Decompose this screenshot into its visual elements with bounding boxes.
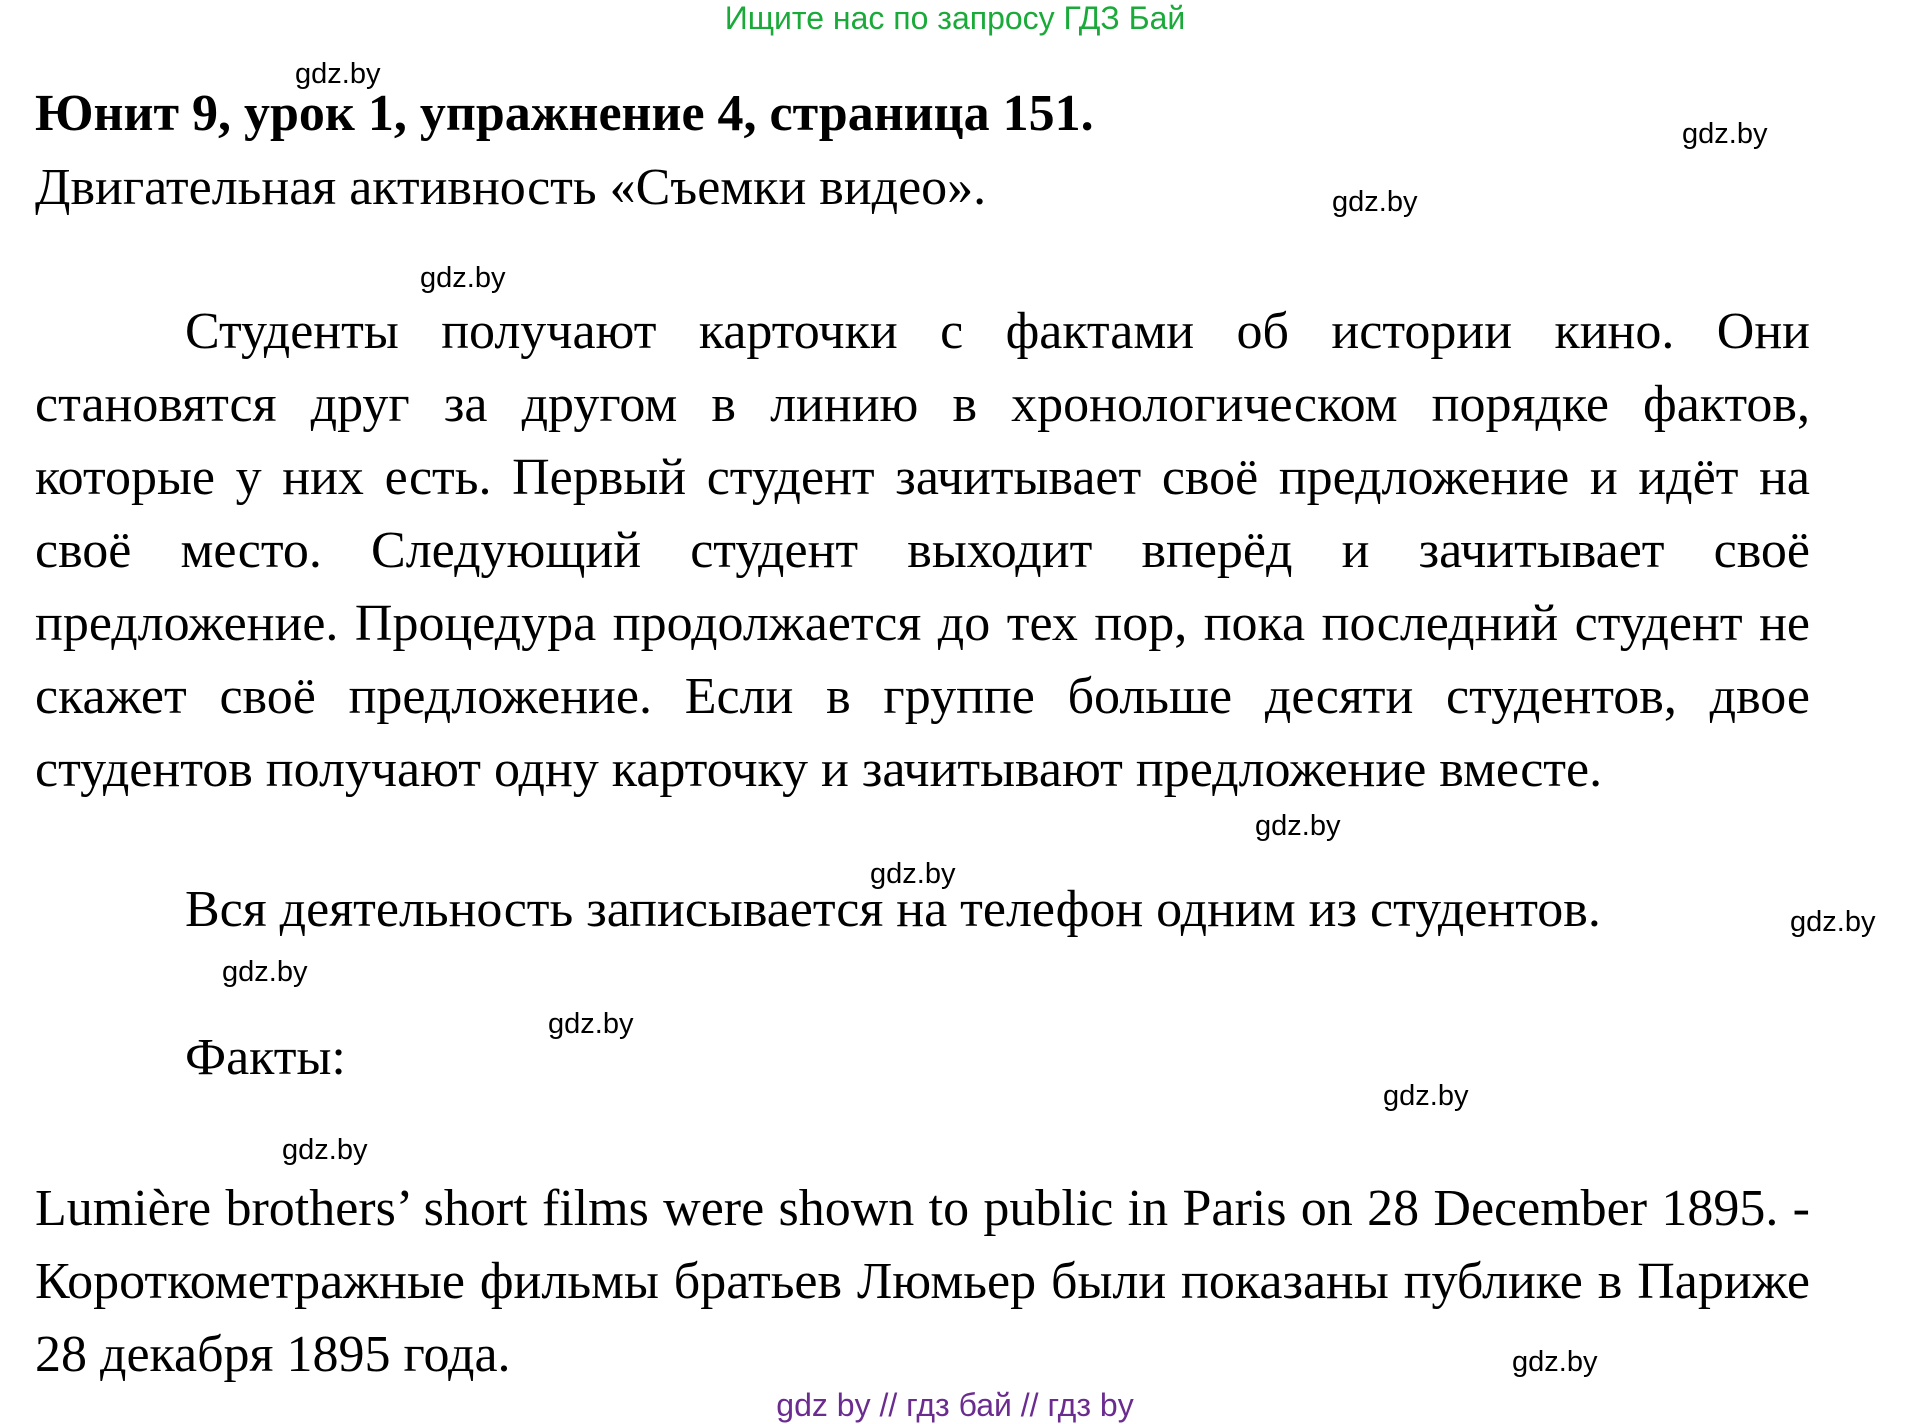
page-subtitle: Двигательная активность «Съемки видео». <box>35 159 987 216</box>
watermark: gdz.by <box>1512 1346 1598 1378</box>
facts-label: Факты: <box>185 1029 346 1086</box>
watermark: gdz.by <box>222 956 308 988</box>
watermark: gdz.by <box>1332 186 1418 218</box>
watermark: gdz.by <box>1682 118 1768 150</box>
recording-paragraph: Вся деятельность записывается на телефон одним из студентов. <box>185 881 1601 938</box>
watermark: gdz.by <box>1790 906 1876 938</box>
watermark: gdz.by <box>1255 810 1341 842</box>
watermark: gdz.by <box>1383 1080 1469 1112</box>
fact-paragraph: Lumière brothers’ short films were shown to public in Paris on 28 December 1895. - Короткометражные фильмы братьев Люмьер были показаны публике в Париже 28 декабря 1895 года. <box>35 1180 1810 1383</box>
watermark: gdz.by <box>870 858 956 890</box>
watermark: gdz.by <box>282 1134 368 1166</box>
instruction-paragraph: Студенты получают карточки с фактами об истории кино. Они становятся друг за другом в линию в хронологическом порядке фактов, которые у них есть. Первый студент зачитывает своё предложение и идёт на своё место. Следующий студент выходит вперёд и зачитывает своё предложение. Процедура продолжается до тех пор, пока последний студент не скажет своё предложение. Если в группе больше десяти студентов, двое студентов получают одну карточку и зачитывают предложение вместе. <box>35 303 1810 798</box>
watermark: gdz.by <box>548 1008 634 1040</box>
footer-links: gdz by // гдз бай // гдз by <box>776 1387 1134 1423</box>
watermark: gdz.by <box>420 262 506 294</box>
page-title: Юнит 9, урок 1, упражнение 4, страница 151. <box>35 85 1094 142</box>
top-banner: Ищите нас по запросу ГДЗ Бай <box>724 0 1186 36</box>
watermark: gdz.by <box>295 58 381 90</box>
